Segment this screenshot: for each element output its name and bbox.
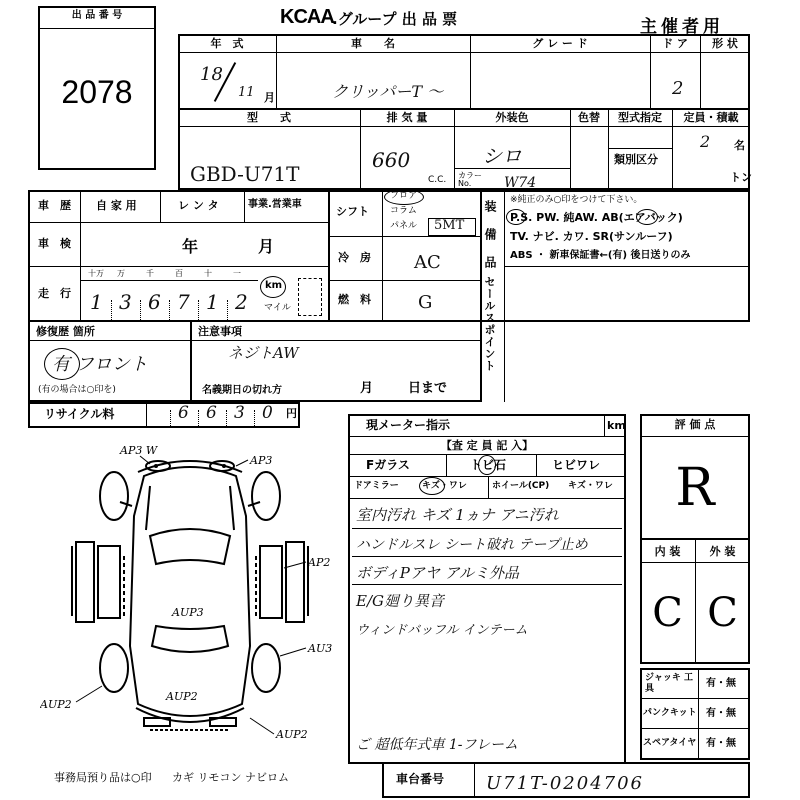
ext-color-label: 外装色	[495, 111, 529, 124]
ac-value: AC	[414, 252, 441, 273]
km-label: km	[265, 280, 283, 291]
diagram-mark: AU3	[308, 642, 333, 655]
grade-label: グ レ ー ド	[532, 37, 588, 50]
repair-yes-circle	[44, 348, 80, 380]
lot-number-label: 出 品 番 号	[71, 10, 123, 21]
shift-opt-column[interactable]: コラム	[390, 206, 417, 216]
odometer-digit-label: 十	[204, 269, 212, 278]
col-line	[604, 414, 605, 436]
col-line	[382, 190, 383, 322]
model-name-label: 車 名	[351, 37, 395, 50]
col-line	[328, 190, 330, 322]
odometer-digit: 1	[90, 290, 103, 314]
col-line	[474, 762, 475, 798]
col-line	[80, 190, 81, 322]
row-line	[504, 266, 750, 267]
inspection-month-unit: 月	[258, 237, 275, 256]
row-line	[640, 698, 750, 699]
class-label: 類別区分	[614, 153, 658, 166]
door-label: ド ア	[662, 37, 688, 50]
col-line	[698, 668, 699, 760]
car-diagram	[40, 436, 340, 756]
row-line	[190, 340, 480, 341]
inspector-note-1: 室内汚れ キズ 1ヵナ アニ汚れ	[356, 506, 559, 524]
row-line	[328, 280, 480, 281]
capacity-label: 定員・積載	[683, 111, 739, 124]
glass-chip-circle	[478, 455, 496, 475]
jack-yes-no[interactable]: 有・無	[706, 678, 736, 689]
col-line	[190, 320, 192, 402]
odometer-digit-label: 百	[175, 269, 183, 278]
fuel-value: G	[418, 292, 433, 313]
inspector-note-3: ボディPアヤ アルミ外品	[356, 564, 520, 582]
recycle-digit: 6	[178, 403, 189, 423]
cc-unit: C.C.	[428, 175, 447, 185]
row-line	[348, 498, 626, 499]
interior-label: 内 装	[654, 545, 681, 558]
deadline-month-unit: 月	[360, 381, 374, 396]
deadline-day-unit: 日まで	[408, 381, 448, 396]
row-line	[80, 280, 258, 281]
ps-circle	[506, 209, 526, 225]
exterior-label: 外 装	[709, 545, 736, 558]
model-code-label: 型 式	[247, 111, 291, 124]
row-line	[328, 236, 480, 237]
capacity-value: 2	[700, 132, 711, 151]
model-code-value: GBD-U71T	[190, 162, 300, 186]
recycle-digit: 3	[234, 403, 245, 423]
recycle-label: リサイクル料	[44, 407, 115, 421]
form-title: .グループ 出 品 票	[332, 10, 458, 28]
color-no-label: カラー No.	[458, 171, 482, 188]
diagram-mark: AUP3	[172, 606, 204, 619]
note-underline	[352, 584, 622, 585]
repair-label: 修復歴 箇所	[36, 325, 95, 338]
col-line	[446, 454, 447, 476]
caution-value: ネジトAW	[228, 344, 299, 362]
shift-opt-panel[interactable]: パネル	[390, 221, 418, 231]
ton-unit: トン	[730, 171, 752, 184]
shape-label: 形 状	[712, 37, 738, 50]
spare-label: スペアタイヤ	[643, 738, 697, 748]
puncture-yes-no[interactable]: 有・無	[706, 708, 736, 719]
diagram-mark: AUP2	[276, 728, 308, 741]
mirror-label: ドアミラー	[354, 481, 399, 491]
row-line	[28, 222, 328, 223]
row-line	[178, 126, 750, 127]
diagram-mark: AUP2	[40, 698, 72, 711]
fuel-label: 燃 料	[338, 293, 371, 306]
year-label: 年 式	[210, 37, 244, 50]
row-line	[608, 148, 672, 149]
shift-opt-floor[interactable]: フロア	[390, 191, 418, 201]
inspection-label: 車 検	[38, 237, 71, 250]
repair-value: 有 フロント	[52, 354, 148, 375]
recycle-digit: 6	[206, 403, 217, 423]
office-keep: 事務局預り品は○印	[54, 771, 152, 784]
equipment-line1: P.S. PW. 純AW. AB(エアバック)	[510, 211, 683, 224]
recycle-separator	[254, 410, 255, 428]
meter-label: 現メーター指示	[366, 418, 451, 432]
inspector-note-2: ハンドルスレ シート破れ テープ止め	[356, 537, 588, 553]
shift-label: シフト	[336, 205, 369, 218]
odometer-digit: 2	[235, 290, 248, 314]
color-change-label: 色替	[578, 111, 600, 124]
month-value: 11	[238, 85, 255, 100]
model-name-value: クリッパーT 〜	[332, 82, 444, 101]
col-line	[160, 190, 161, 222]
organizer-use: 主催者用	[640, 17, 724, 37]
glass-label: Fガラス	[366, 458, 410, 472]
wheel-opts[interactable]: キズ・ワレ	[568, 481, 613, 491]
odometer-separator	[111, 300, 112, 320]
interior-value: C	[652, 590, 683, 636]
odometer-digit: 6	[148, 290, 161, 314]
odometer-separator	[227, 300, 228, 320]
note-underline	[352, 528, 622, 529]
deadline-label: 名義期日の切れ方	[202, 385, 282, 396]
odometer-digit-label: 一	[233, 269, 241, 278]
row-line	[348, 436, 626, 437]
row-line	[640, 728, 750, 729]
history-business[interactable]: 事業.営業車	[248, 199, 302, 210]
history-rental[interactable]: レ ン タ	[178, 199, 219, 212]
lot-number-value: 2078	[61, 74, 133, 110]
odometer-separator	[198, 300, 199, 320]
col-line	[504, 190, 505, 402]
odometer-digit: 3	[119, 290, 132, 314]
glass-opt-chip[interactable]: トビ石	[470, 458, 507, 472]
chassis-value: U71T-0204706	[486, 773, 645, 794]
diagram-mark: AUP2	[166, 690, 198, 703]
col-line	[244, 190, 245, 222]
sale-point-label: セールスポイント	[483, 276, 496, 372]
history-label: 車 歴	[38, 199, 71, 212]
recycle-separator	[170, 410, 171, 428]
recycle-separator	[226, 410, 227, 428]
odometer-digit-label: 十万	[88, 269, 104, 278]
shift-value: 5MT	[434, 218, 465, 233]
spare-yes-no[interactable]: 有・無	[706, 738, 736, 749]
diagram-mark: AP3 W	[120, 444, 158, 457]
row-line	[178, 108, 750, 110]
equipment-line2: TV. ナビ. カワ. SR(サンルーフ)	[510, 230, 673, 243]
repair-note: (有の場合は○印を)	[38, 385, 116, 395]
color-no-value: W74	[504, 175, 537, 191]
diagram-mark: AP3	[250, 454, 273, 467]
floor-circle	[384, 189, 424, 205]
ab-circle	[636, 209, 658, 225]
equipment-line3: ABS ・ 新車保証書←(有) 後日送りのみ	[510, 250, 691, 261]
capacity-unit: 名	[734, 139, 745, 152]
mirror-scratch-circle	[419, 477, 445, 495]
jack-label: ジャッキ 工具	[645, 673, 693, 694]
chassis-label: 車台番号	[396, 772, 445, 786]
row-line	[454, 168, 570, 169]
odometer-digit: 7	[177, 290, 190, 314]
ac-label: 冷 房	[338, 251, 371, 264]
odometer-separator	[169, 300, 170, 320]
puncture-label: パンクキット	[643, 708, 697, 718]
diagram-mark: AP2	[308, 556, 331, 569]
score-value: R	[675, 458, 715, 518]
month-unit: 月	[264, 91, 275, 104]
equipment-note: ※純正のみ○印をつけて下さい。	[510, 195, 643, 205]
col-line	[488, 476, 489, 498]
office-items: カギ リモコン ナビロム	[172, 771, 289, 784]
row-line	[28, 340, 190, 341]
wheel-label: ホイール(CP)	[492, 481, 550, 491]
type-spec-label: 型式指定	[618, 111, 662, 124]
caution-label: 注意事項	[198, 325, 242, 338]
odometer-digit: 1	[206, 290, 219, 314]
mirror-opts[interactable]: キズ・ワレ	[422, 481, 467, 491]
door-value: 2	[672, 78, 684, 99]
row-line	[640, 436, 750, 437]
recycle-digit: 0	[262, 403, 273, 423]
col-line	[146, 402, 147, 428]
year-value: 18	[200, 64, 223, 85]
odometer-digit-label: 千	[146, 269, 154, 278]
inspector-note-6: ご 超低年式車 1-フレーム	[356, 737, 518, 753]
mile-box	[298, 278, 322, 316]
displacement-value: 660	[372, 148, 411, 172]
score-label: 評 価 点	[674, 418, 716, 431]
meter-unit: km	[607, 419, 626, 432]
lot-number-divider	[38, 28, 156, 29]
row-line	[348, 476, 626, 477]
mileage-label: 走 行	[38, 287, 71, 300]
history-private[interactable]: 自 家 用	[96, 199, 137, 212]
inspector-header: 【査 定 員 記 入】	[440, 439, 534, 452]
glass-opt-crack[interactable]: ヒビワレ	[552, 458, 601, 472]
exterior-value: C	[707, 590, 738, 636]
col-line	[536, 454, 537, 476]
mile-label: マイル	[264, 303, 291, 313]
displacement-label: 排 気 量	[386, 111, 428, 124]
logo: KCAA	[280, 6, 334, 28]
recycle-yen: 円	[286, 407, 297, 420]
note-underline	[352, 556, 622, 557]
odometer-digit-label: 万	[117, 269, 125, 278]
odometer-separator	[140, 300, 141, 320]
inspector-note-4: E/G廻り異音	[356, 592, 444, 610]
recycle-separator	[198, 410, 199, 428]
row-line	[28, 266, 328, 267]
inspector-note-5: ウィンドバッフル インテーム	[356, 623, 528, 638]
inspection-year-unit: 年	[182, 237, 199, 256]
row-line	[178, 52, 750, 53]
equipment-label: 装 備 品	[483, 200, 497, 269]
ext-color-value: シロ	[482, 144, 522, 168]
